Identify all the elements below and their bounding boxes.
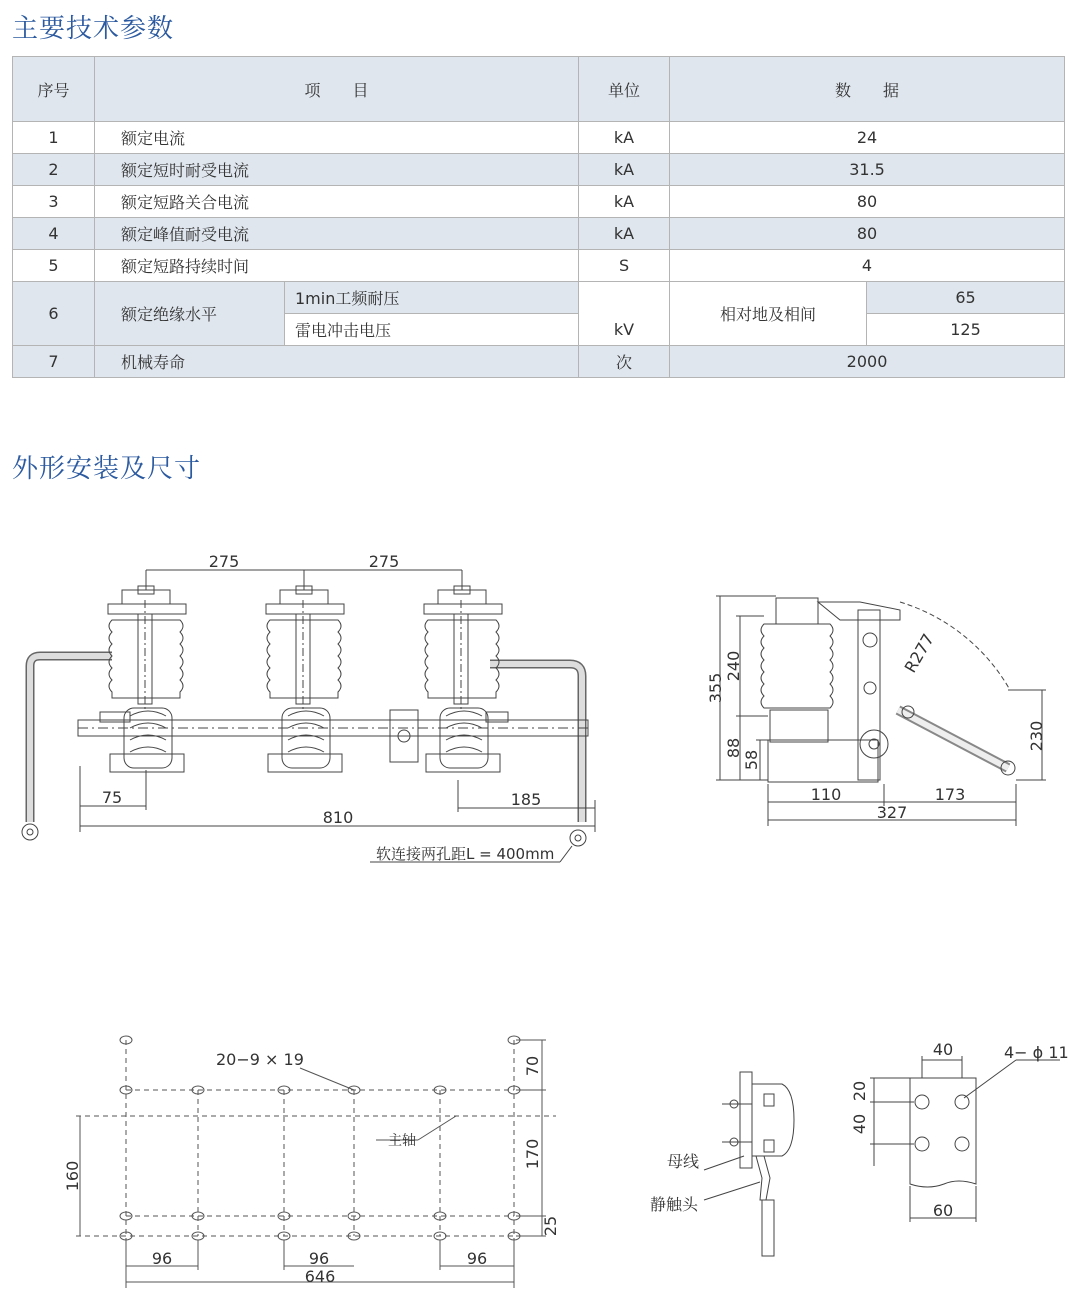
- dim-96-middle: 96: [308, 1249, 330, 1268]
- main-axis-label: 主轴: [388, 1133, 416, 1149]
- spec-table: [12, 56, 1065, 378]
- row-no: 7: [13, 346, 95, 378]
- row-unit: kA: [579, 186, 670, 218]
- row-no: 6: [13, 282, 95, 346]
- dim-96-left: 96: [151, 1249, 173, 1268]
- dim-70: 70: [523, 1055, 542, 1077]
- phase-label: 相对地及相间: [670, 282, 867, 346]
- row-unit: kA: [579, 218, 670, 250]
- sub-item-lightning: 雷电冲击电压: [285, 314, 579, 346]
- dim-355: 355: [706, 672, 725, 704]
- holes-spec: 20−9 × 19: [216, 1050, 304, 1069]
- row-no: 2: [13, 154, 95, 186]
- dim-160: 160: [63, 1160, 82, 1192]
- row-value: 24: [670, 122, 1065, 154]
- section-title-params: 主要技术参数: [12, 14, 175, 44]
- header-unit: 单位: [579, 57, 670, 122]
- table-row: [13, 154, 1065, 186]
- hole-plan-drawing: [56, 1030, 566, 1292]
- dim-58: 58: [742, 749, 761, 771]
- dim-60: 60: [932, 1201, 954, 1220]
- table-row-insulation: [13, 282, 1065, 314]
- row-item: 额定峰值耐受电流: [95, 218, 579, 250]
- row-item: 额定电流: [95, 122, 579, 154]
- row-item: 额定短路关合电流: [95, 186, 579, 218]
- row-unit: kA: [579, 154, 670, 186]
- table-row: [13, 122, 1065, 154]
- table-row: [13, 250, 1065, 282]
- table-header-row: [13, 57, 1065, 122]
- row-value: 2000: [670, 346, 1065, 378]
- value-lightning: 125: [867, 314, 1065, 346]
- plate-holes-spec: 4− ϕ 11: [1004, 1043, 1069, 1062]
- row-no: 3: [13, 186, 95, 218]
- dim-173: 173: [934, 785, 966, 804]
- dim-88: 88: [724, 737, 743, 759]
- table-row: [13, 218, 1065, 250]
- row-no: 4: [13, 218, 95, 250]
- dim-275-right: 275: [368, 552, 400, 571]
- dim-25: 25: [541, 1215, 560, 1237]
- plate-detail-drawing: [840, 1036, 1069, 1226]
- table-row: [13, 186, 1065, 218]
- dim-240: 240: [724, 650, 743, 682]
- pole-1: [108, 586, 186, 772]
- dim-327: 327: [876, 803, 908, 822]
- row-no: 5: [13, 250, 95, 282]
- dim-40-side: 40: [850, 1113, 869, 1135]
- mounting-holes: [120, 1036, 520, 1240]
- dim-r277: R277: [900, 630, 938, 677]
- static-contact-label: 静触头: [650, 1195, 699, 1214]
- dim-20: 20: [850, 1080, 869, 1102]
- pole-2: [266, 586, 344, 772]
- header-item: 项 目: [95, 57, 579, 122]
- header-data: 数 据: [670, 57, 1065, 122]
- table-row: [13, 346, 1065, 378]
- dim-96-right: 96: [466, 1249, 488, 1268]
- row-unit: 次: [579, 346, 670, 378]
- row-value: 80: [670, 186, 1065, 218]
- contact-detail-drawing: [640, 1060, 810, 1270]
- dim-75: 75: [101, 788, 123, 807]
- dim-810: 810: [322, 808, 354, 827]
- row-item: 机械寿命: [95, 346, 579, 378]
- row-no: 1: [13, 122, 95, 154]
- dim-40-top: 40: [932, 1040, 954, 1059]
- connector-note: 软连接两孔距L = 400mm: [376, 845, 555, 863]
- dim-110: 110: [810, 785, 842, 804]
- pole-3: [424, 586, 502, 772]
- row-unit: S: [579, 250, 670, 282]
- dim-185: 185: [510, 790, 542, 809]
- row-unit: kA: [579, 122, 670, 154]
- row-item: 额定短路持续时间: [95, 250, 579, 282]
- header-no: 序号: [13, 57, 95, 122]
- dim-170: 170: [523, 1138, 542, 1170]
- section-title-dimensions: 外形安装及尺寸: [12, 454, 202, 484]
- row-value: 31.5: [670, 154, 1065, 186]
- row-item: 额定绝缘水平: [95, 282, 285, 346]
- value-power-frequency: 65: [867, 282, 1065, 314]
- row-value: 4: [670, 250, 1065, 282]
- row-unit: kV: [579, 282, 670, 346]
- sub-item-power-frequency: 1min工频耐压: [285, 282, 579, 314]
- busbar-label: 母线: [667, 1152, 700, 1171]
- side-view-drawing: [690, 580, 1060, 830]
- row-value: 80: [670, 218, 1065, 250]
- dim-230: 230: [1027, 720, 1046, 752]
- front-view-drawing: [0, 540, 620, 880]
- dim-275-left: 275: [208, 552, 240, 571]
- dim-646: 646: [304, 1267, 336, 1286]
- row-item: 额定短时耐受电流: [95, 154, 579, 186]
